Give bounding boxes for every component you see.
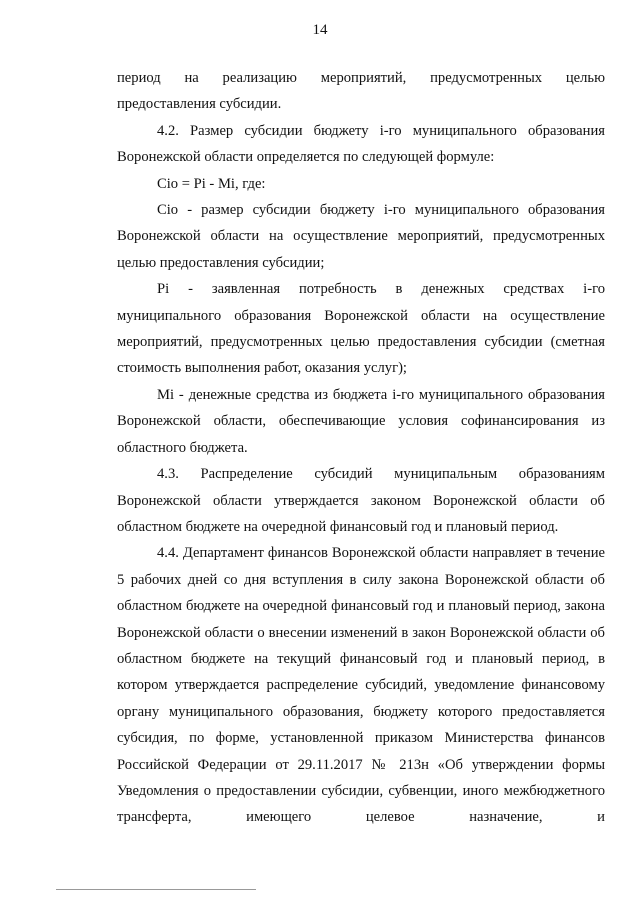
- text-line: 4.2. Размер субсидии бюджету i-го муниципального образования: [157, 122, 605, 139]
- text-line: плановый период, в котором утверждается распределение субсидий,: [117, 650, 605, 694]
- text-line: софинансирования из областного бюджета.: [117, 413, 605, 456]
- formula-line: [117, 171, 605, 197]
- text-line: целью предоставления субсидии;: [117, 254, 325, 271]
- text-line: образования Воронежской области, обеспечивающие условия: [117, 386, 605, 430]
- paragraph-4-3: [117, 461, 605, 540]
- text-line: мероприятий, предусмотренных целью предоставления субсидии (сметная: [117, 334, 605, 351]
- text-line: Воронежской области утверждается законом Воронежской области об: [117, 492, 605, 509]
- text-line: 4.4. Департамент финансов Воронежской области направляет в: [157, 545, 553, 562]
- text-line: Воронежской области определяется по следующей формуле:: [117, 149, 495, 166]
- paragraph-continuation: [117, 65, 605, 118]
- text-line: период на реализацию мероприятий, предусмотренных целью: [117, 70, 605, 86]
- paragraph-4-2: [117, 118, 605, 171]
- text-line: области об областном бюджете на очередной финансовый год и плановый: [117, 571, 605, 615]
- text-line: стоимость выполнения работ, оказания услуг);: [117, 360, 407, 377]
- paragraph-4-4: [117, 540, 605, 830]
- text-line: 4.3. Распределение субсидий муниципальным образованиям: [157, 466, 605, 483]
- paragraph-mi-definition: [117, 382, 605, 461]
- document-body: [117, 65, 605, 831]
- text-line: Ciо - размер субсидии бюджету i-го муниципального образования: [157, 202, 605, 219]
- text-line: Mi - денежные средства из бюджета i-го муниципального: [157, 386, 524, 403]
- text-line: уведомление финансовому органу муниципального образования, бюджету: [117, 677, 606, 720]
- text-line: областном бюджете на очередной финансовый год и плановый период.: [117, 518, 559, 535]
- text-line: которого предоставляется субсидия, по форме, установленной приказом: [117, 703, 605, 747]
- text-line: Воронежской области об областном бюджете на текущий финансовый год и: [117, 624, 605, 667]
- text-line: период, закона Воронежской области о внесении изменений в закон: [117, 598, 605, 641]
- paragraph-cio-definition: [117, 197, 605, 276]
- text-line: муниципального образования Воронежской области на осуществление: [117, 307, 605, 324]
- text-line: иного межбюджетного трансферта, имеющего целевое назначение, и: [117, 782, 605, 826]
- footer-divider: [56, 889, 256, 890]
- text-line: предоставления субсидии.: [117, 96, 282, 113]
- formula-text: Ciо = Pi - Mi, где:: [157, 175, 266, 192]
- page-number: 14: [312, 22, 328, 38]
- text-line: Pi - заявленная потребность в денежных средствах i-го: [157, 281, 605, 298]
- text-line: течение 5 рабочих дней со дня вступления в силу закона Воронежской: [117, 545, 605, 588]
- text-line: Воронежской области на осуществление мероприятий, предусмотренных: [117, 228, 605, 245]
- text-line: утверждении формы Уведомления о предоставлении субсидии, субвенции,: [117, 756, 606, 799]
- paragraph-pi-definition: [117, 276, 605, 382]
- text-line: Министерства финансов Российской Федерации от 29.11.2017 № 213н «Об: [117, 730, 605, 773]
